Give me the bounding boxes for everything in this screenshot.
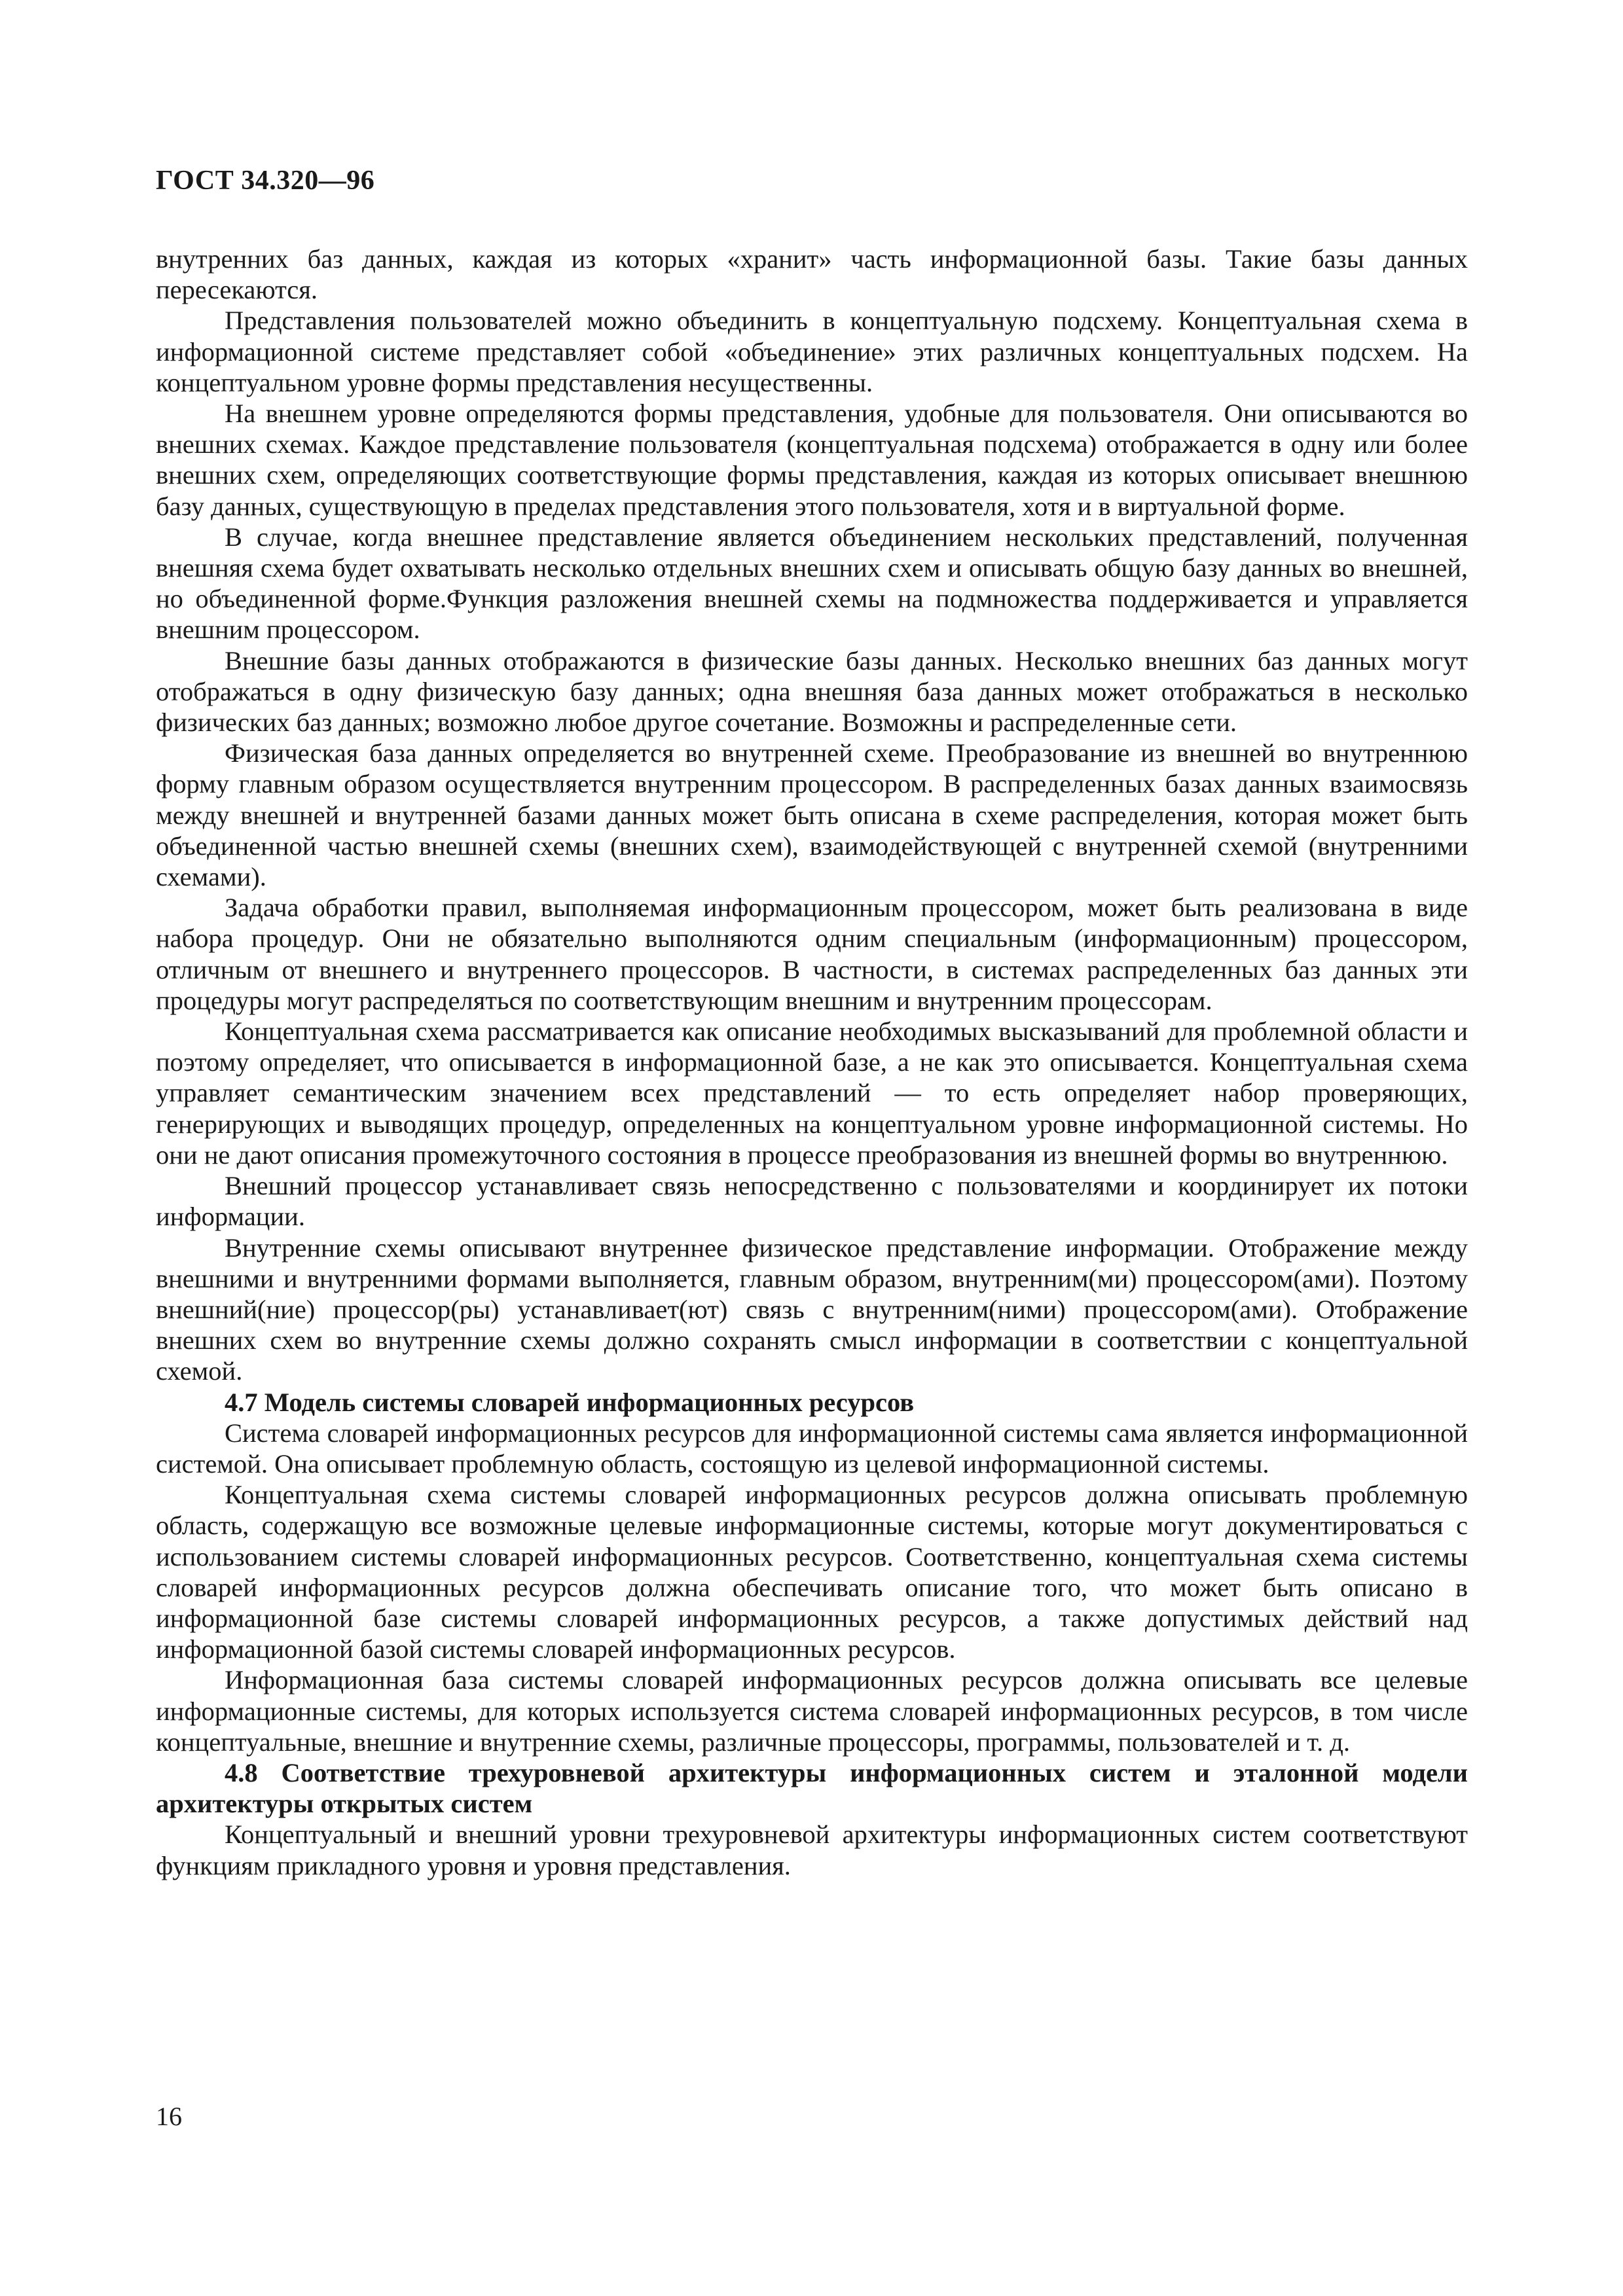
paragraph: На внешнем уровне определяются формы представления, удобные для пользователя. Они описываются во внешних схемах. Каждое представление пользователя (концептуальная подсхема) отображается в одну или более внешних схем, определяющих соответствующие формы представления, каждая из которых описывает внешнюю базу данных, существующую в пределах представления этого пользователя, хотя и в виртуальной форме. [156,399,1468,521]
paragraph: Внутренние схемы описывают внутреннее физическое представление информации. Отображение между внешними и внутренними формами выполняется, главным образом, внутренним(ми) процессором(ами). Поэтому внешний(ние) процессор(ры) устанавливает(ют) связь с внутренним(ними) процессором(ами). Отображение внешних схем во внутренние схемы должно сохранять смысл информации в соответствии с концептуальной схемой. [156,1232,1468,1386]
paragraph: Концептуальная схема системы словарей информационных ресурсов должна описывать проблемную область, содержащую все возможные целевые информационные системы, которые могут документироваться с использованием системы словарей информационных ресурсов. Соответственно, концептуальная схема системы словарей информационных ресурсов должна обеспечивать описание того, что может быть описано в информационной базе системы словарей информационных ресурсов, а также допустимых действий над информационной базой системы словарей информационных ресурсов. [156,1480,1468,1664]
paragraph: Физическая база данных определяется во внутренней схеме. Преобразование из внешней во внутреннюю форму главным образом осуществляется внутренним процессором. В распределенных базах данных взаимосвязь между внешней и внутренней базами данных может быть описана в схеме распределения, которая может быть объединенной частью внешней схемы (внешних схем), взаимодействующей с внутренней схемой (внутренними схемами). [156,738,1468,892]
paragraph: Концептуальный и внешний уровни трехуровневой архитектуры информационных систем соответствуют функциям прикладного уровня и уровня представления. [156,1820,1468,1880]
page-number: 16 [156,2102,182,2131]
paragraph: Концептуальная схема рассматривается как описание необходимых высказываний для проблемной области и поэтому определяет, что описывается в информационной базе, а не как это описывается. Концептуальная схема управляет семантическим значением всех представлений — то есть определяет набор проверяющих, генерирующих и выводящих процедур, определенных на концептуальном уровне информационной системы. Но они не дают описания промежуточного состояния в процессе преобразования из внешней формы во внутреннюю. [156,1016,1468,1170]
paragraph: Внешний процессор устанавливает связь непосредственно с пользователями и координирует их потоки информации. [156,1171,1468,1232]
paragraph: внутренних баз данных, каждая из которых «хранит» часть информационной базы. Такие базы данных пересекаются. [156,244,1468,305]
paragraph: Внешние базы данных отображаются в физические базы данных. Несколько внешних баз данных могут отображаться в одну физическую базу данных; одна внешняя база данных может отображаться в несколько физических баз данных; возможно любое другое сочетание. Возможны и распределенные сети. [156,645,1468,738]
paragraph: Информационная база системы словарей информационных ресурсов должна описывать все целевые информационные системы, для которых используется система словарей информационных ресурсов, в том числе концептуальные, внешние и внутренние схемы, различные процессоры, программы, пользователей и т. д. [156,1665,1468,1757]
paragraph: Задача обработки правил, выполняемая информационным процессором, может быть реализована в виде набора процедур. Они не обязательно выполняются одним специальным (информационным) процессором, отличным от внешнего и внутреннего процессоров. В частности, в системах распределенных баз данных эти процедуры могут распределяться по соответствующим внешним и внутренним процессорам. [156,893,1468,1015]
section-heading-4-8: 4.8 Соответствие трехуровневой архитектуры информационных систем и эталонной модели архитектуры открытых систем [156,1757,1468,1819]
paragraph: Представления пользователей можно объединить в концептуальную подсхему. Концептуальная схема в информационной системе представляет собой «объединение» этих различных концептуальных подсхем. На концептуальном уровне формы представления несущественны. [156,306,1468,397]
document-body [156,243,1468,1881]
section-heading-4-7: 4.7 Модель системы словарей информационных ресурсов [225,1387,915,1417]
document-header: ГОСТ 34.320—96 [156,166,375,196]
paragraph: В случае, когда внешнее представление является объединением нескольких представлений, полученная внешняя схема будет охватывать несколько отдельных внешних схем и описывать общую базу данных во внешней, но объединенной форме.Функция разложения внешней схемы на подмножества поддерживается и управляется внешним процессором. [156,522,1468,645]
paragraph: Система словарей информационных ресурсов для информационной системы сама является информационной системой. Она описывает проблемную область, состоящую из целевой информационной системы. [156,1418,1468,1479]
